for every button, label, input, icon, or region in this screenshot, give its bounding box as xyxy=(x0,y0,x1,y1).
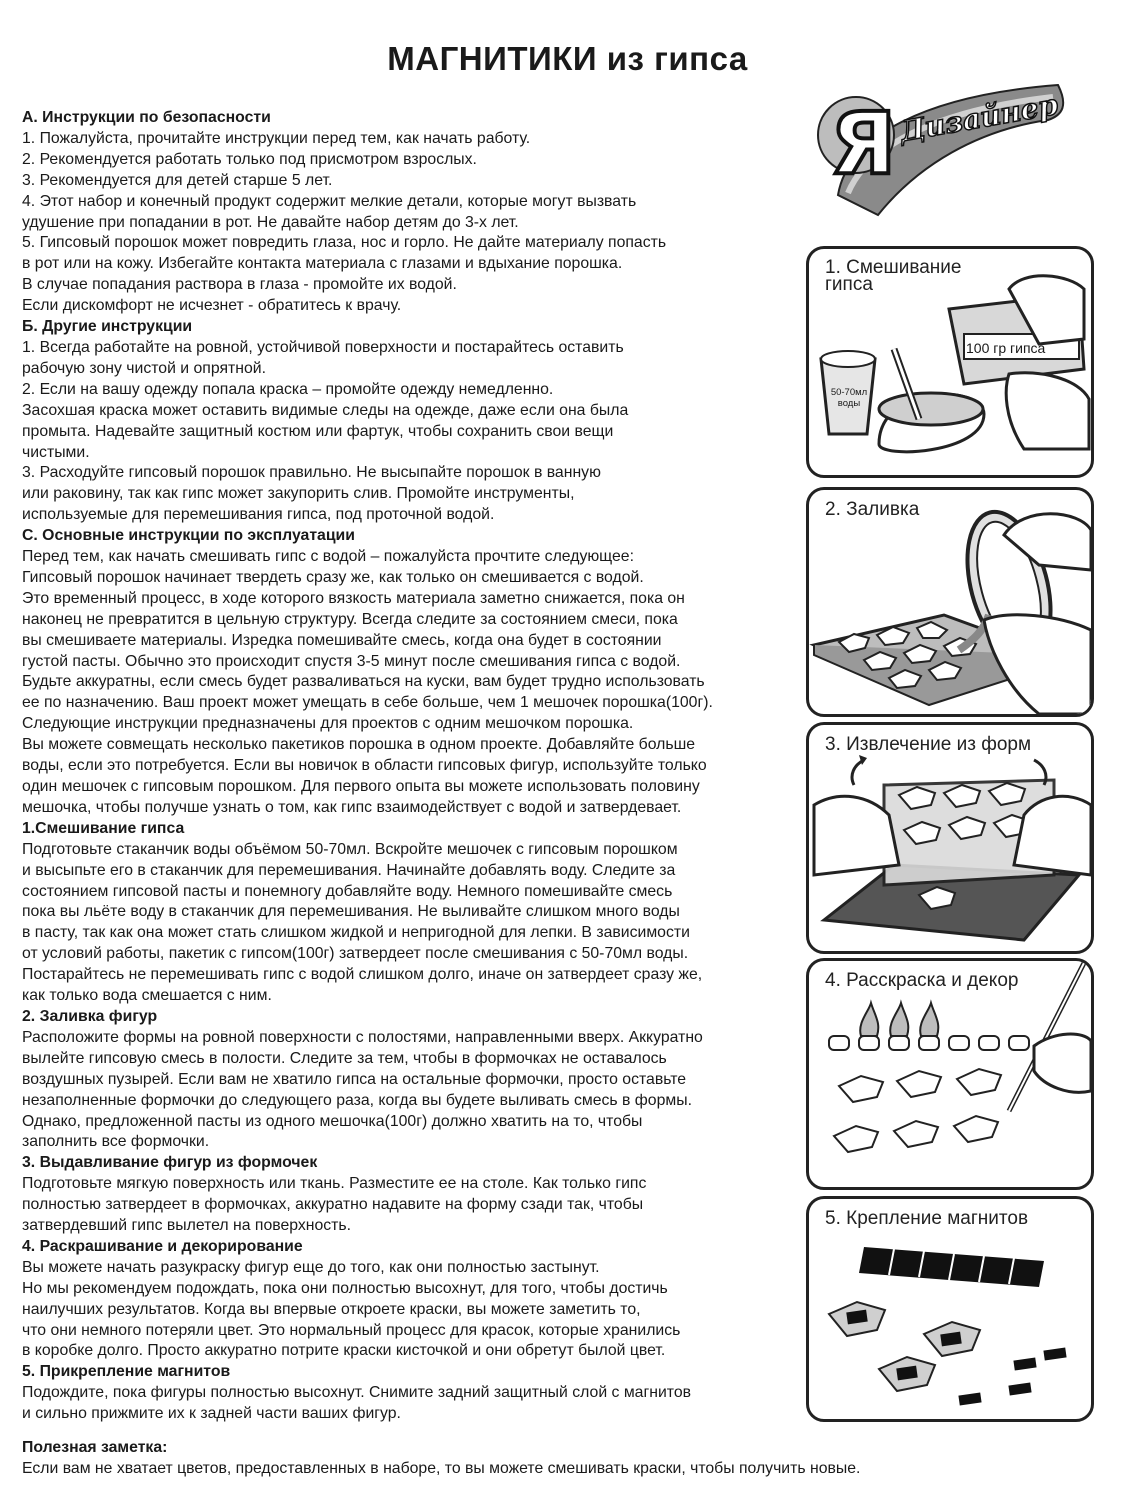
text-line: наилучших результатов. Когда вы впервые откроете краски, вы можете заметить то, xyxy=(22,1300,641,1318)
step-title: 3. Извлечение из форм xyxy=(825,734,1032,755)
text-line: от условий работы, пакетик с гипсом(100г) затвердеет после смешивания с 50-70мл воды. xyxy=(22,945,689,963)
instructions-text xyxy=(22,108,792,1425)
text-line: Засохшая краска может оставить видимые следы на одежде, даже если она была xyxy=(22,401,629,419)
section-heading: Б. Другие инструкции xyxy=(22,318,193,336)
text-line: незаполненные формочки до следующего раза, когда вы будете выливать смесь в формы. xyxy=(22,1091,692,1109)
text-line: вылейте гипсовую смесь в полости. Следите за тем, чтобы в формочках не оставалось xyxy=(22,1049,667,1067)
text-line: заполнить все формочки. xyxy=(22,1133,210,1151)
step-panel-pouring xyxy=(806,487,1094,717)
bag-label: 100 гр гипса xyxy=(966,340,1046,356)
text-line: Гипсовый порошок начинает твердеть сразу же, как только он смешивается с водой. xyxy=(22,568,644,586)
text-line: густой пасты. Обычно это происходит спустя 3-5 минут после смешивания гипса с водой. xyxy=(22,652,681,670)
step-panel-painting xyxy=(806,958,1094,1190)
text-line: Перед тем, как начать смешивать гипс с водой – пожалуйста прочтите следующее: xyxy=(22,548,634,566)
step-title: 1. Смешивание гипса xyxy=(825,257,962,295)
text-line: 2. Рекомендуется работать только под присмотром взрослых. xyxy=(22,150,477,168)
section-heading: 5. Прикрепление магнитов xyxy=(22,1363,231,1381)
text-line: 3. Рекомендуется для детей старше 5 лет. xyxy=(22,171,333,189)
text-line: В случае попадания раствора в глаза - промойте их водой. xyxy=(22,276,457,294)
step-panel-removing xyxy=(806,722,1094,954)
logo-word: Дизайнер xyxy=(897,87,1061,149)
useful-note xyxy=(22,1437,1122,1479)
text-line: в рот или на кожу. Избегайте контакта материала с глазами и вдыхание порошка. xyxy=(22,255,623,273)
text-line: затвердевший гипс вылетел на поверхность. xyxy=(22,1217,352,1235)
text-line: Вы можете совмещать несколько пакетиков порошка в одном проекте. Добавляйте больше xyxy=(22,736,696,754)
note-text: Если вам не хватает цветов, предоставленных в наборе, то вы можете смешивать краски, чтобы получить новые. xyxy=(22,1460,861,1477)
section-heading: А. Инструкции по безопасности xyxy=(22,109,271,126)
text-line: Подготовьте мягкую поверхность или ткань. Разместите ее на столе. Как только гипс xyxy=(22,1175,647,1193)
text-line: мешочка, чтобы получше узнать о том, как гипс взаимодействует с водой и затвердевает. xyxy=(22,798,682,816)
text-line: Вы можете начать разукраску фигур еще до того, как они полностью застынут. xyxy=(22,1258,600,1276)
text-line: воды, если это потребуется. Если вы новичок в области гипсовых фигур, используйте только xyxy=(22,757,707,775)
text-line: один мешочек с гипсовым порошком. Для первого опыта вы можете использовать половину xyxy=(22,778,700,795)
step-title: 5. Крепление магнитов xyxy=(825,1208,1029,1229)
step-title: 4. Расскраска и декор xyxy=(825,970,1019,991)
text-line: Подготовьте стаканчик воды объёмом 50-70мл. Вскройте мешочек с гипсовым порошком xyxy=(22,840,678,858)
text-line: 1. Пожалуйста, прочитайте инструкции перед тем, как начать работу. xyxy=(22,129,531,147)
logo-letter: Я xyxy=(830,94,897,194)
text-line: или раковину, так как гипс может закупорить слив. Промойте инструменты, xyxy=(22,485,575,503)
text-line: Это временный процесс, в ходе которого вязкость материала заметно снижается, пока он xyxy=(22,589,685,607)
text-line: Следующие инструкции предназначены для проектов с одним мешочком порошка. xyxy=(22,715,634,733)
text-line: Однако, предложенной пасты из одного мешочка(100г) должно хватить на то, чтобы xyxy=(22,1112,643,1130)
brand-logo xyxy=(808,75,1073,235)
text-line: чистыми. xyxy=(22,443,90,461)
text-line: в пасту, так как она может стать слишком жидкой и непригодной для лепки. В зависимости xyxy=(22,924,690,942)
text-line: пока вы льёте воду в стаканчик для перемешивания. Не выливайте слишком много воды xyxy=(22,903,680,921)
text-line: полностью затвердеет в формочках, аккуратно надавите на форму сзади так, чтобы xyxy=(22,1196,644,1214)
note-heading: Полезная заметка: xyxy=(22,1439,168,1456)
text-line: 5. Гипсовый порошок может повредить глаза, нос и горло. Не дайте материалу попасть xyxy=(22,234,667,252)
text-line: ее по назначению. Ваш проект может умещать в себе больше, чем 1 мешочек порошка(100г). xyxy=(22,694,713,712)
text-line: используемые для перемешивания гипса, под проточной водой. xyxy=(22,506,495,524)
page-title: МАГНИТИКИ из гипса xyxy=(387,40,748,77)
section-heading: С. Основные инструкции по эксплуатации xyxy=(22,527,355,545)
text-line: 3. Расходуйте гипсовый порошок правильно. Не высыпайте порошок в ванную xyxy=(22,464,601,482)
text-line: 4. Этот набор и конечный продукт содержит мелкие детали, которые могут вызвать xyxy=(22,192,637,210)
text-line: воздушных пузырей. Если вам не хватило гипса на остальные формочки, просто оставьте xyxy=(22,1070,687,1088)
text-line: что они немного потеряли цвет. Это нормальный процесс для красок, которые хранились xyxy=(22,1321,681,1339)
text-line: состоянием гипсовой пасты и понемногу добавляйте воду. Немного помешивайте смесь xyxy=(22,882,673,900)
text-line: как только вода смешается с ним. xyxy=(22,987,272,1005)
section-heading: 3. Выдавливание фигур из формочек xyxy=(22,1154,318,1172)
text-line: 2. Если на вашу одежду попала краска – промойте одежду немедленно. xyxy=(22,380,554,398)
text-line: удушение при попадании в рот. Не давайте набор детям до 3-х лет. xyxy=(22,213,519,231)
cup-label: 50-70мл воды xyxy=(830,387,868,409)
text-line: наконец не превратится в цельную структуру. Всегда следите за состоянием смеси, пока xyxy=(22,610,678,628)
section-heading: 2. Заливка фигур xyxy=(22,1007,158,1025)
section-heading: 1.Смешивание гипса xyxy=(22,819,185,837)
text-line: промыта. Надевайте защитный костюм или фартук, чтобы сохранить свои вещи xyxy=(22,422,614,440)
text-line: Постарайтесь не перемешивать гипс с водой слишком долго, иначе он затвердеет сразу же, xyxy=(22,966,703,984)
step-panel-mixing xyxy=(806,246,1094,478)
text-line: Подождите, пока фигуры полностью высохнут. Снимите задний защитный слой с магнитов xyxy=(22,1384,692,1402)
step-panel-magnets xyxy=(806,1196,1094,1422)
text-line: Если дискомфорт не исчезнет - обратитесь к врачу. xyxy=(22,297,402,315)
text-line: Расположите формы на ровной поверхности с полостями, направленными вверх. Аккуратно xyxy=(22,1028,703,1046)
section-heading: 4. Раскрашивание и декорирование xyxy=(22,1237,303,1255)
text-line: вы смешиваете материалы. Изредка помешивайте смесь, когда она будет в состоянии xyxy=(22,631,662,649)
step-title: 2. Заливка xyxy=(825,499,920,520)
text-line: и высыпьте его в стаканчик для перемешивания. Начинайте добавлять воду. Следите за xyxy=(22,861,676,879)
text-line: 1. Всегда работайте на ровной, устойчивой поверхности и постарайтесь оставить xyxy=(22,338,624,356)
text-line: в коробке долго. Просто аккуратно потрите краски кисточкой и они обретут былой цвет. xyxy=(22,1342,666,1360)
text-line: Будьте аккуратны, если смесь будет разваливаться на куски, вам будет трудно использовать xyxy=(22,673,705,691)
text-line: и сильно прижмите их к задней части ваших фигур. xyxy=(22,1405,401,1423)
text-line: Но мы рекомендуем подождать, пока они полностью высохнут, для того, чтобы достичь xyxy=(22,1279,668,1297)
text-line: рабочую зону чистой и опрятной. xyxy=(22,359,266,377)
